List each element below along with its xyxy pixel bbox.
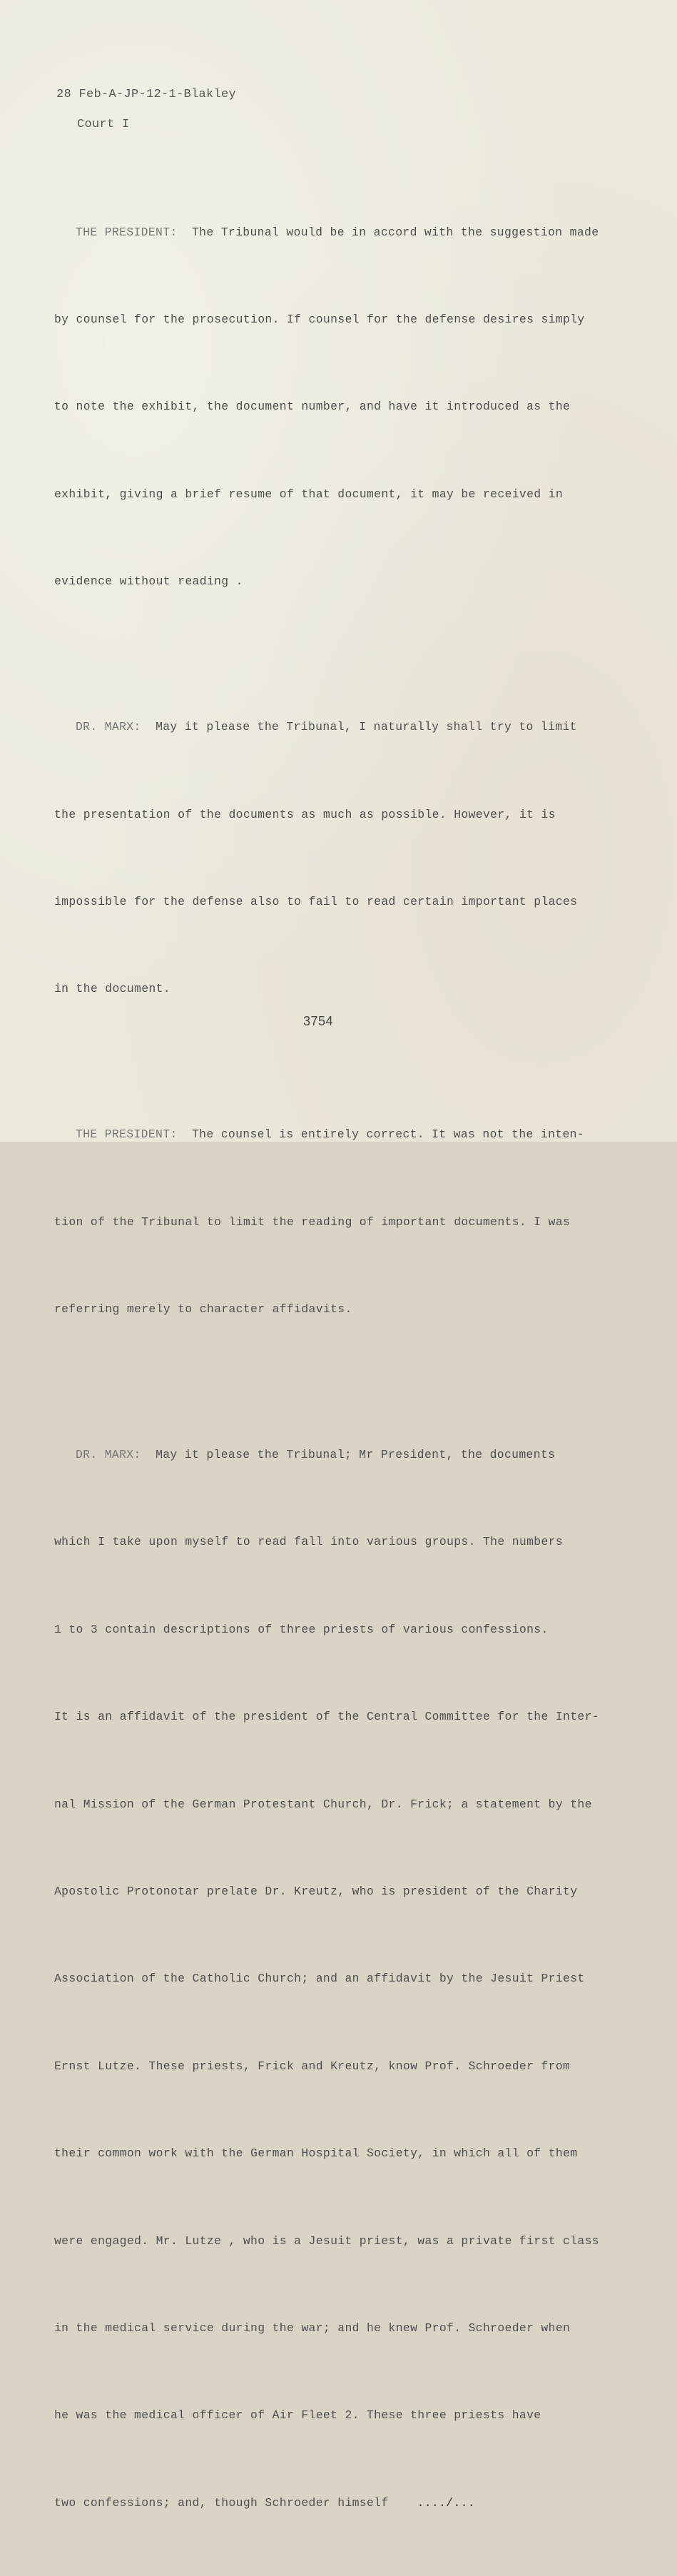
text-line: THE PRESIDENT: The counsel is entirely correct. It was not the inten- [76, 1127, 585, 1142]
text-line: nal Mission of the German Protestant Church, Dr. Frick; a statement by the [54, 1797, 592, 1811]
text-line: 1 to 3 contain descriptions of three priests of various confessions. [54, 1622, 549, 1636]
text-line: DR. MARX: May it please the Tribunal; Mr President, the documents [76, 1448, 556, 1462]
speaker-label: THE PRESIDENT: [76, 1127, 178, 1142]
text-line: It is an affidavit of the president of the Central Committee for the Inter- [54, 1710, 599, 1724]
text-line: evidence without reading . [54, 574, 243, 589]
text-line: Ernst Lutze. These priests, Frick and Kreutz, know Prof. Schroeder from [54, 2059, 571, 2073]
paragraph-marx-2 [54, 1382, 618, 2576]
speaker-label: THE PRESIDENT: [76, 225, 178, 239]
text-line: in the document. [54, 982, 170, 996]
text-line: their common work with the German Hospital Society, in which all of them [54, 2146, 578, 2161]
speaker-label: DR. MARX: [76, 1448, 141, 1462]
text-line: were engaged. Mr. Lutze , who is a Jesuit priest, was a private first class [54, 2233, 599, 2248]
paragraph-marx-1 [54, 655, 618, 1063]
text-line: by counsel for the prosecution. If counsel for the defense desires simply [54, 312, 585, 326]
text-line: the presentation of the documents as much as possible. However, it is [54, 807, 556, 821]
paragraph-president-2 [54, 1063, 618, 1383]
document-reference: 28 Feb-A-JP-12-1-Blakley [56, 88, 237, 101]
court-label: Court I [77, 118, 130, 131]
text-line: THE PRESIDENT: The Tribunal would be in accord with the suggestion made [76, 225, 599, 239]
text-line: exhibit, giving a brief resume of that document, it may be received in [54, 487, 564, 501]
text-line: which I take upon myself to read fall into various groups. The numbers [54, 1535, 564, 1549]
text-line: in the medical service during the war; and he knew Prof. Schroeder when [54, 2321, 571, 2335]
text-line: to note the exhibit, the document number, and have it introduced as the [54, 400, 571, 414]
text-line: referring merely to character affidavits. [54, 1302, 352, 1317]
paragraph-president-1 [54, 160, 618, 655]
text-line: two confessions; and, though Schroeder himself ..../... [54, 2489, 618, 2518]
speaker-label: DR. MARX: [76, 720, 141, 734]
text-line: tion of the Tribunal to limit the reading of important documents. I was [54, 1215, 571, 1229]
text-line: Apostolic Protonotar prelate Dr. Kreutz, who is president of the Charity [54, 1885, 578, 1899]
transcript-body [54, 160, 618, 2576]
page-number: 3754 [303, 1014, 334, 1028]
text-line: impossible for the defense also to fail to read certain important places [54, 894, 578, 908]
continuation-marker: ..../... [417, 2495, 476, 2510]
text-line: he was the medical officer of Air Fleet 2. These three priests have [54, 2408, 541, 2423]
text-line: DR. MARX: May it please the Tribunal, I naturally shall try to limit [76, 720, 577, 734]
text-line: Association of the Catholic Church; and an affidavit by the Jesuit Priest [54, 1972, 585, 1986]
